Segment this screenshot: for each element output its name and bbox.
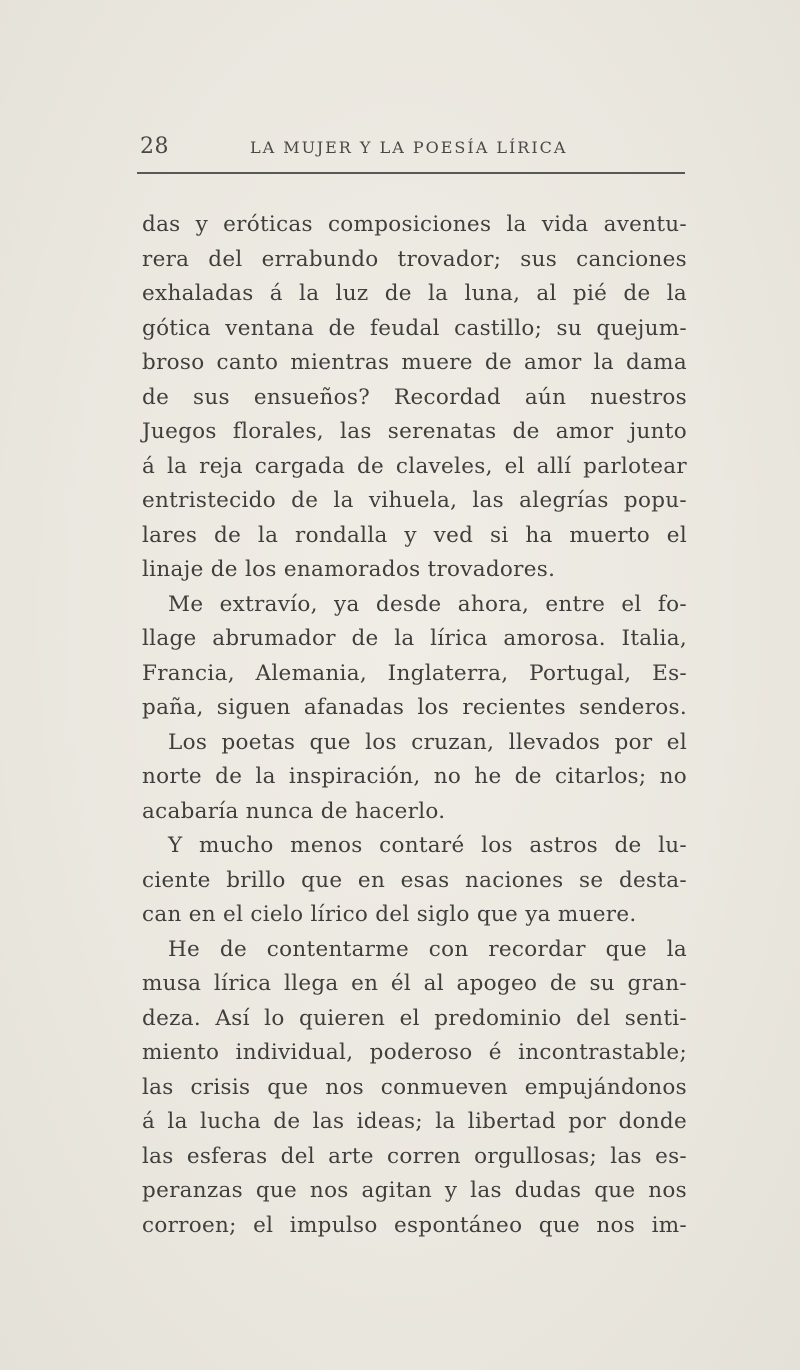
text-line: Y mucho menos contaré los astros de lu- — [168, 833, 687, 858]
text-line: á la lucha de las ideas; la libertad por donde — [142, 1109, 687, 1134]
text-line: peranzas que nos agitan y las dudas que nos — [142, 1178, 687, 1203]
text-line: Los poetas que los cruzan, llevados por el — [168, 729, 687, 755]
text-line: He de contentarme con recordar que la — [168, 936, 687, 962]
text-line: las esferas del arte corren orgullosas; las es- — [142, 1143, 687, 1169]
text-line: musa lírica llega en él al apogeo de su gran- — [142, 971, 687, 996]
text-line: llage abrumador de la lírica amorosa. Italia, — [142, 626, 687, 651]
text-line: deza. Así lo quieren el predominio del senti- — [142, 1005, 687, 1031]
text-line: las crisis que nos conmueven empujándonos — [142, 1074, 687, 1100]
text-line: lares de la rondalla y ved si ha muerto el — [142, 522, 687, 548]
text-line: broso canto mientras muere de amor la dama — [142, 350, 687, 375]
text-line: Juegos florales, las serenatas de amor junto — [142, 419, 687, 444]
page-number: 28 — [140, 134, 169, 159]
text-line: paña, siguen afanadas los recientes senderos. — [142, 695, 687, 720]
header-rule — [137, 172, 685, 174]
text-line: can en el cielo lírico del siglo que ya muere. — [142, 902, 637, 927]
text-line: linaje de los enamorados trovadores. — [142, 557, 556, 582]
text-line: entristecido de la vihuela, las alegrías popu- — [142, 488, 687, 513]
text-line: miento individual, poderoso é incontrastable; — [142, 1040, 687, 1065]
text-line: á la reja cargada de claveles, el allí parlotear — [142, 453, 687, 479]
text-line: acabaría nunca de hacerlo. — [142, 798, 446, 824]
page-header — [140, 132, 685, 164]
running-title: LA MUJER Y LA POESÍA LÍRICA — [250, 138, 568, 157]
text-line: Me extravío, ya desde ahora, entre el fo- — [168, 591, 687, 617]
text-line: corroen; el impulso espontáneo que nos im- — [142, 1212, 687, 1238]
text-line: Francia, Alemania, Inglaterra, Portugal, Es- — [142, 660, 687, 686]
text-line: das y eróticas composiciones la vida aventu- — [142, 212, 687, 237]
text-line: gótica ventana de feudal castillo; su quejum- — [142, 315, 687, 341]
text-line: ciente brillo que en esas naciones se desta- — [142, 867, 687, 893]
text-line: de sus ensueños? Recordad aún nuestros — [142, 384, 687, 410]
text-line: exhaladas á la luz de la luna, al pié de la — [142, 281, 687, 306]
text-line: norte de la inspiración, no he de citarlos; no — [142, 764, 687, 789]
body-text — [142, 208, 687, 1243]
text-line: rera del errabundo trovador; sus canciones — [142, 246, 687, 272]
